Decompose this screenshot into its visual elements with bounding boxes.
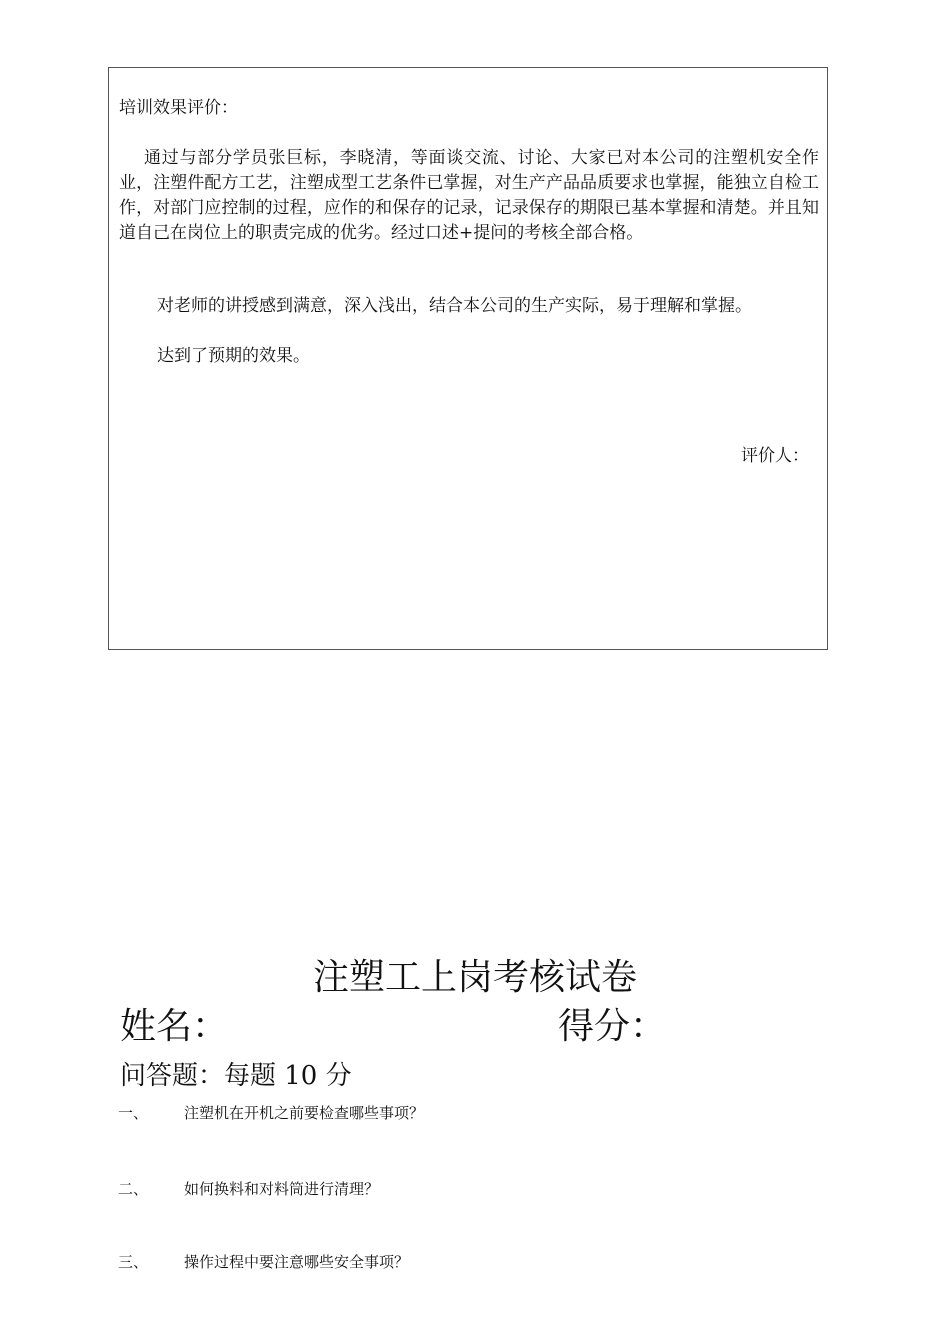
evaluation-paragraph-3: 达到了预期的效果。 [157,346,310,366]
exam-title: 注塑工上岗考核试卷 [312,957,637,998]
evaluation-paragraph-1: 通过与部分学员张巨标，李晓清，等面谈交流、讨论、大家已对本公司的注塑机安全作业，注塑件配方工艺，注塑成型工艺条件已掌握，对生产产品品质要求也掌握，能独立自检工作，对部门应控制的过程，应作的和保存的记录，记录保存的期限已基本掌握和清楚。并且知道自己在岗位上的职责完成的优劣。经过口述+提问的考核全部合格。 [119,148,819,243]
question-item [118,1102,424,1124]
question-text: 操作过程中要注意哪些安全事项？ [184,1253,410,1271]
question-item [118,1178,379,1200]
evaluator-label: 评价人： [741,446,809,466]
evaluation-paragraph-2: 对老师的讲授感到满意，深入浅出，结合本公司的生产实际，易于理解和掌握。 [157,296,752,316]
question-item [118,1251,409,1273]
evaluation-box [108,67,828,650]
question-number: 二、 [118,1180,149,1198]
evaluation-heading: 培训效果评价： [119,98,238,118]
name-label: 姓名： [120,1006,229,1047]
section-heading: 问答题：每题 10 分 [120,1061,352,1091]
question-text: 注塑机在开机之前要检查哪些事项？ [184,1104,425,1122]
question-number: 三、 [118,1253,149,1271]
score-label: 得分： [558,1006,667,1047]
question-number: 一、 [118,1104,149,1122]
question-text: 如何换料和对料筒进行清理？ [184,1180,380,1198]
